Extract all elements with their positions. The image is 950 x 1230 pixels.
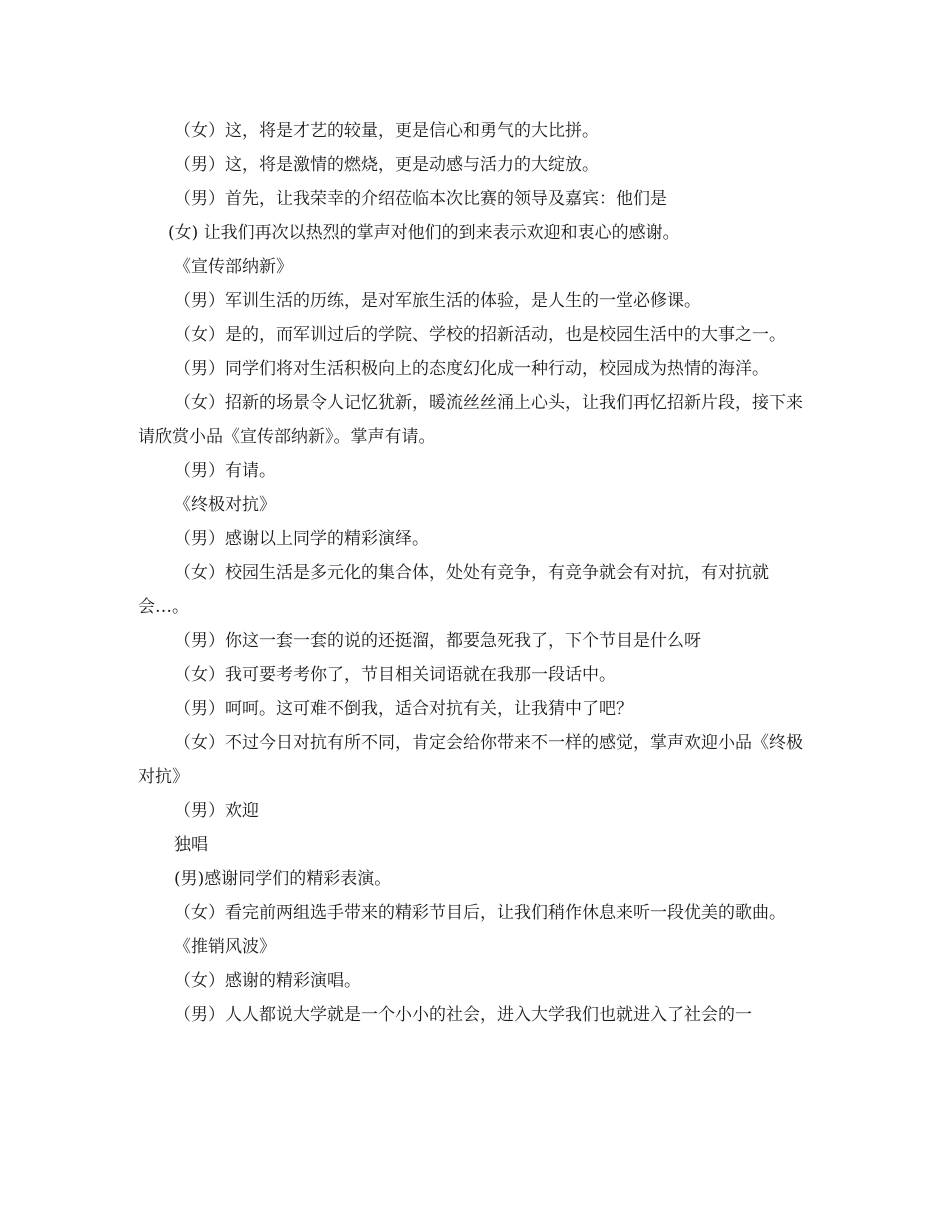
paragraph: （女）看完前两组选手带来的精彩节目后，让我们稍作休息来听一段优美的歌曲。 (174, 903, 786, 923)
section-heading: 《宣传部纳新》 (174, 257, 293, 277)
paragraph: （男）呵呵。这可难不倒我，适合对抗有关，让我猜中了吧？ (174, 699, 633, 719)
paragraph: （女）这，将是才艺的较量，更是信心和勇气的大比拼。 (174, 121, 599, 141)
paragraph: （男）人人都说大学就是一个小小的社会，进入大学我们也就进入了社会的一 (174, 1005, 752, 1025)
paragraph: （男）欢迎 (174, 801, 259, 821)
document-body (138, 114, 818, 1032)
paragraph: （女）是的，而军训过后的学院、学校的招新活动，也是校园生活中的大事之一。 (174, 325, 786, 345)
paragraph: （女）不过今日对抗有所不同，肯定会给你带来不一样的感觉，掌声欢迎小品《终极对抗》 (138, 733, 803, 787)
section-heading: 《终极对抗》 (174, 495, 276, 515)
paragraph: （男）有请。 (174, 461, 276, 481)
paragraph: (女) 让我们再次以热烈的掌声对他们的到来表示欢迎和衷心的感谢。 (168, 223, 680, 243)
paragraph: （男）首先，让我荣幸的介绍莅临本次比赛的领导及嘉宾：他们是 (174, 189, 667, 209)
paragraph: (男)感谢同学们的精彩表演。 (174, 869, 392, 889)
paragraph: （女）感谢的精彩演唱。 (174, 971, 361, 991)
paragraph: （男）这，将是激情的燃烧，更是动感与活力的大绽放。 (174, 155, 599, 175)
paragraph: （男）你这一套一套的说的还挺溜，都要急死我了，下个节目是什么呀 (174, 631, 701, 651)
paragraph: （女）招新的场景令人记忆犹新，暖流丝丝涌上心头，让我们再忆招新片段，接下来请欣赏小品《宣传部纳新》。掌声有请。 (138, 393, 803, 447)
paragraph: （女）我可要考考你了，节目相关词语就在我那一段话中。 (174, 665, 616, 685)
paragraph: （女）校园生活是多元化的集合体，处处有竞争，有竞争就会有对抗，有对抗就会…。 (138, 563, 769, 617)
section-heading: 独唱 (174, 835, 208, 855)
paragraph: （男）同学们将对生活积极向上的态度幻化成一种行动，校园成为热情的海洋。 (174, 359, 769, 379)
paragraph: （男）军训生活的历练，是对军旅生活的体验，是人生的一堂必修课。 (174, 291, 701, 311)
paragraph: （男）感谢以上同学的精彩演绎。 (174, 529, 429, 549)
section-heading: 《推销风波》 (174, 937, 276, 957)
